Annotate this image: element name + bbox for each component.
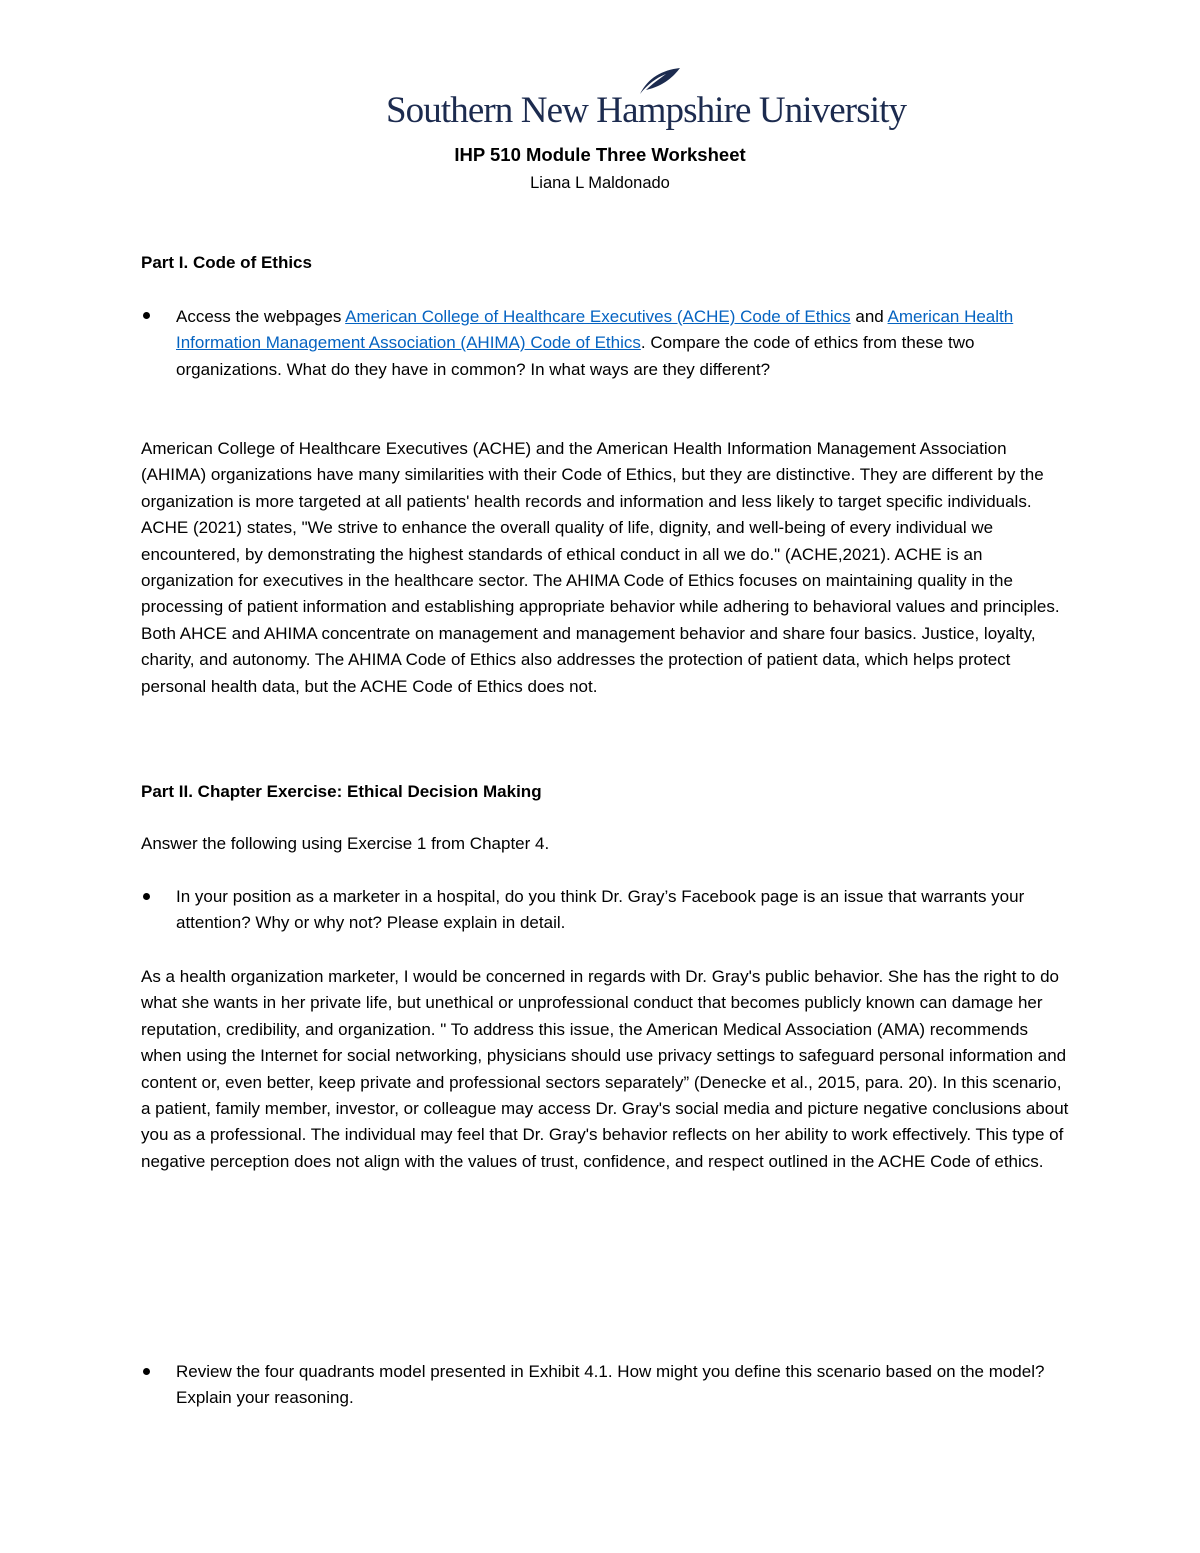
page-title: IHP 510 Module Three Worksheet bbox=[454, 144, 746, 165]
part1-answer: American College of Healthcare Executives (ACHE) and the American Health Information Management Association (AHIMA) organizations have many similarities with their Code of Ethics, but they are distinctive. They are different by the organization is more targeted at all patients' health records and information and less likely to target specific individuals. ACHE (2021) states, "We strive to enhance the overall quality of life, dignity, and well-being of every individual we encountered, by demonstrating the highest standards of ethical conduct in all we do." (ACHE,2021). ACHE is an organization for executives in the healthcare sector. The AHIMA Code of Ethics focuses on maintaining quality in the processing of patient information and establishing appropriate behavior while adhering to behavioral values and principles. Both AHCE and AHIMA concentrate on management and management behavior and share four basics. Justice, loyalty, charity, and autonomy. The AHIMA Code of Ethics also addresses the protection of patient data, which helps protect personal health data, but the ACHE Code of Ethics does not. bbox=[141, 439, 1060, 696]
part2-answer-1: As a health organization marketer, I would be concerned in regards with Dr. Gray's public behavior. She has the right to do what she wants in her private life, but unethical or unprofessional conduct that becomes publicly known can damage her reputation, credibility, and organization. " To address this issue, the American Medical Association (AMA) recommends when using the Internet for social networking, physicians should use privacy settings to safeguard personal information and content or, even better, keep private and professional sectors separately” (Denecke et al., 2015, para. 20). In this scenario, a patient, family member, investor, or colleague may access Dr. Gray's social media and picture negative conclusions about you as a professional. The individual may feel that Dr. Gray's behavior reflects on her ability to work effectively. This type of negative perception does not align with the values of trust, confidence, and respect outlined in the ACHE Code of ethics. bbox=[141, 967, 1069, 1171]
part2-question-1: In your position as a marketer in a hospital, do you think Dr. Gray’s Facebook page is an issue that warrants your attention? Why or why not? Please explain in detail. bbox=[176, 887, 1025, 933]
bullet-icon bbox=[141, 310, 153, 322]
part2-question-2: Review the four quadrants model presented in Exhibit 4.1. How might you define this scenario based on the model? Explain your reasoning. bbox=[176, 1362, 1045, 1408]
part1-question: Access the webpages American College of Healthcare Executives (ACHE) Code of Ethics and American Health Information Management Association (AHIMA) Code of Ethics. Compare the code of ethics from these two organizations. What do they have in common? In what ways are they different? bbox=[176, 307, 1014, 379]
ache-code-link[interactable]: American College of Healthcare Executives (ACHE) Code of Ethics bbox=[345, 307, 851, 326]
logo-wordmark: Southern New Hampshire University bbox=[386, 90, 907, 131]
part2-intro: Answer the following using Exercise 1 from Chapter 4. bbox=[141, 834, 550, 853]
part2-heading: Part II. Chapter Exercise: Ethical Decision Making bbox=[141, 782, 542, 801]
bullet-icon bbox=[141, 1366, 153, 1378]
ahima-code-link[interactable]: American Health Information Management Association (AHIMA) Code of Ethics bbox=[176, 307, 1014, 353]
author-name: Liana L Maldonado bbox=[530, 174, 670, 192]
university-logo bbox=[386, 66, 907, 136]
bullet-icon bbox=[141, 891, 153, 903]
part1-heading: Part I. Code of Ethics bbox=[141, 253, 312, 272]
